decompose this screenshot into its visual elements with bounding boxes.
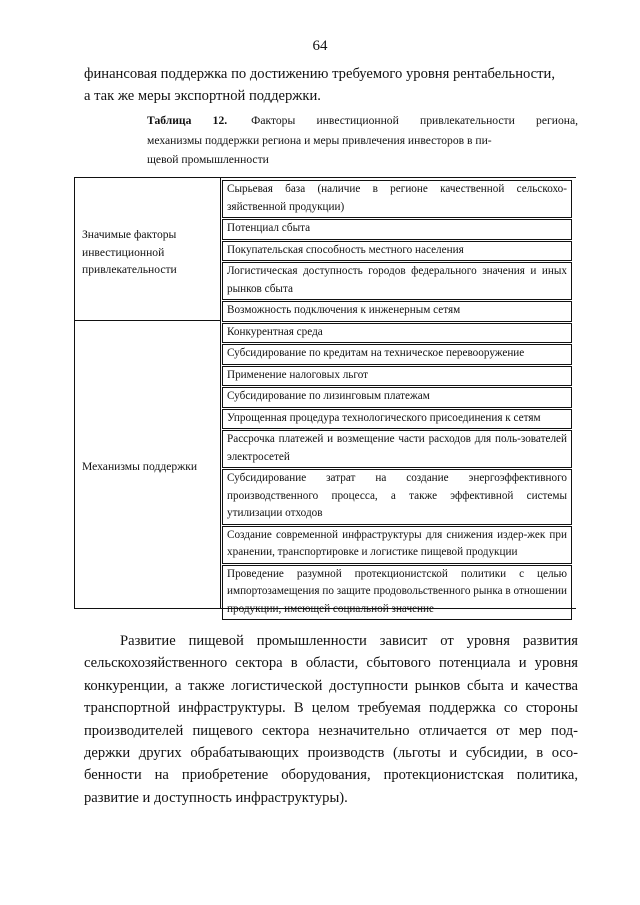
caption-label: Таблица 12. — [147, 114, 228, 127]
support-row: Субсидирование затрат на создание энергоэффективного производственного процесса, а также эффективной системы утилизации отходов — [222, 469, 572, 525]
table-group-divider — [74, 320, 220, 321]
group-label-support-line-1: Механизмы поддержки — [82, 460, 198, 473]
group-label-support — [82, 458, 216, 476]
intro-paragraph — [84, 63, 578, 107]
table-caption — [84, 111, 578, 170]
support-row: Упрощенная процедура технологического присоединения к сетям — [222, 409, 572, 430]
body-paragraph — [84, 630, 578, 809]
factor-row: Возможность подключения к инженерным сетям — [222, 301, 572, 322]
factor-row: Покупательская способность местного населения — [222, 241, 572, 262]
factor-row: Сырьевая база (наличие в регионе качественной сельскохо-зяйственной продукции) — [222, 180, 572, 218]
page-number: 64 — [312, 38, 328, 54]
factor-row: Потенциал сбыта — [222, 219, 572, 240]
support-row: Применение налоговых льгот — [222, 366, 572, 387]
intro-line-1: финансовая поддержка по достижению требуемого уровня рентабельности, — [84, 66, 555, 82]
group-label-factors — [82, 226, 216, 279]
support-row: Рассрочка платежей и возмещение части расходов для поль-зователей электросетей — [222, 430, 572, 468]
support-row: Субсидирование по лизинговым платежам — [222, 387, 572, 408]
table-column-divider — [220, 177, 221, 608]
intro-line-2: а так же меры экспортной поддержки. — [84, 88, 321, 104]
table-left-border — [74, 177, 75, 608]
factor-row: Логистическая доступность городов федерального значения и иных рынков сбыта — [222, 262, 572, 300]
table-cells — [222, 180, 572, 621]
group-label-factors-line-1: Значимые факторы — [82, 228, 177, 241]
caption-line-2: механизмы поддержки региона и меры привлечения инвесторов в пи- — [147, 133, 492, 147]
support-row: Создание современной инфраструктуры для снижения издер-жек при хранении, транспортировке и логистике пищевой продукции — [222, 526, 572, 564]
group-label-factors-line-3: привлекательности — [82, 263, 177, 276]
caption-line-3: щевой промышленности — [147, 153, 269, 166]
support-row: Субсидирование по кредитам на техническое перевооружение — [222, 344, 572, 365]
support-row: Проведение разумной протекционистской политики с целью импортозамещения по защите продовольственного рынка в отношении продукции, имеющей социальной значение — [222, 565, 572, 621]
group-label-factors-line-2: инвестиционной — [82, 245, 165, 259]
caption-line-1 — [84, 111, 578, 131]
factor-row: Конкурентная среда — [222, 323, 572, 344]
caption-title-start: Факторы инвестиционной привлекательности региона, — [251, 114, 579, 127]
body-paragraph-text: Развитие пищевой промышленности зависит от уровня развития сельскохозяйственного сектора в области, сбытового потенциала и уровня конкуренции, а также логистической доступности рынков сбыта и качества транспортной инфраструктуры. В целом требуемая поддержка со стороны производителей пищевого сектора незначительно отличается от мер под-держки других обрабатывающих производств (льготы и субсидии, в осо-бенности на приобретение оборудования, протекционистская политика, развитие и доступность инфраструктуры). — [84, 633, 578, 806]
